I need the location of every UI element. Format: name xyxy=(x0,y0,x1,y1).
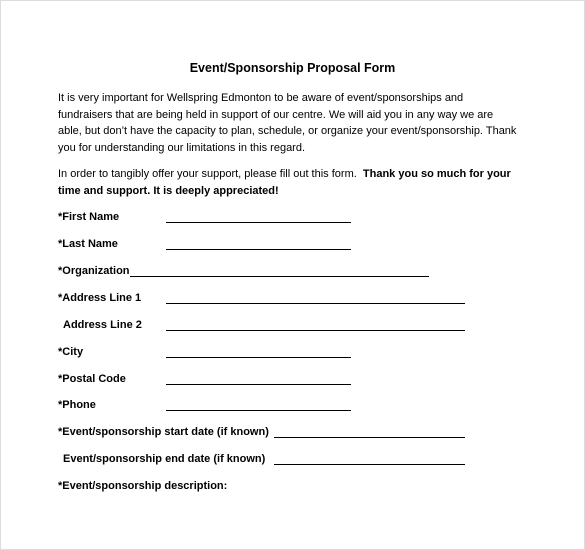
city-blank[interactable] xyxy=(166,357,351,358)
city-label: *City xyxy=(58,346,84,358)
phone-blank[interactable] xyxy=(166,410,351,411)
first-name-blank[interactable] xyxy=(166,222,351,223)
postal-code-blank[interactable] xyxy=(166,384,351,385)
organization-blank[interactable] xyxy=(130,276,429,277)
request-text: In order to tangibly offer your support, please fill out this form. xyxy=(58,168,363,180)
last-name-label: *Last Name xyxy=(58,238,118,250)
intro-line-2: fundraisers that are being held in support of our centre. We will aid you in any way we are xyxy=(58,108,494,121)
address-line-2-label: Address Line 2 xyxy=(63,319,142,331)
form-title: Event/Sponsorship Proposal Form xyxy=(189,61,396,75)
first-name-label: *First Name xyxy=(58,211,120,223)
thank-you-text-1: Thank you so much for your xyxy=(362,168,511,180)
end-date-blank[interactable] xyxy=(274,464,465,465)
address-line-1-label: *Address Line 1 xyxy=(58,292,142,304)
start-date-blank[interactable] xyxy=(274,437,465,438)
address-line-1-blank[interactable] xyxy=(166,303,465,304)
organization-label: *Organization xyxy=(58,265,130,277)
intro-line-1: It is very important for Wellspring Edmonton to be aware of event/sponsorships and xyxy=(58,92,464,104)
end-date-label: Event/sponsorship end date (if known) xyxy=(63,453,266,465)
thank-you-text-2: time and support. It is deeply appreciated! xyxy=(58,184,279,197)
intro-paragraph xyxy=(58,90,538,156)
intro-line-3: able, but don’t have the capacity to plan, schedule, or organize your event/sponsorship. Thank xyxy=(58,125,517,137)
description-label: *Event/sponsorship description: xyxy=(58,480,228,492)
request-line-1 xyxy=(58,166,538,183)
start-date-label: *Event/sponsorship start date (if known) xyxy=(58,426,269,438)
request-paragraph xyxy=(58,166,538,199)
address-line-2-blank[interactable] xyxy=(166,330,465,331)
phone-label: *Phone xyxy=(58,399,96,411)
postal-code-label: *Postal Code xyxy=(58,373,126,385)
last-name-blank[interactable] xyxy=(166,249,351,250)
intro-line-4: you for understanding our limitations in this regard. xyxy=(58,141,306,154)
